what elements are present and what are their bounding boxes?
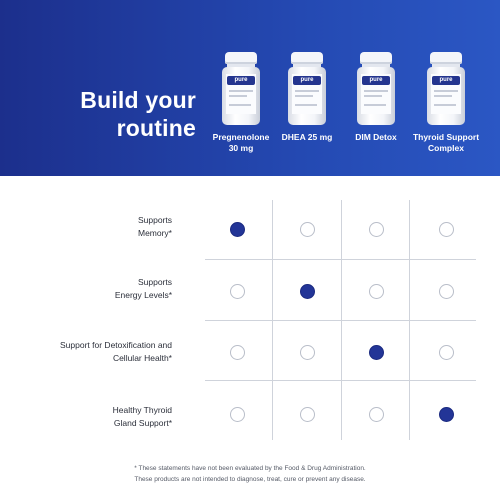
unselected-indicator — [230, 407, 245, 422]
unselected-indicator — [300, 222, 315, 237]
product-name: Thyroid Support Complex — [412, 132, 480, 153]
row-label-thyroid: Healthy Thyroid Gland Support* — [112, 405, 172, 428]
hero-title-line2: routine — [116, 115, 196, 141]
disclaimer-line2: These products are not intended to diagnose, treat, cure or prevent any disease. — [134, 476, 366, 483]
selected-indicator — [369, 345, 384, 360]
row-label-memory: Supports Memory* — [137, 215, 172, 238]
grid-divider — [205, 259, 476, 260]
bottle-image — [222, 52, 260, 126]
unselected-indicator — [230, 284, 245, 299]
unselected-indicator — [439, 222, 454, 237]
product-name: DIM Detox — [355, 132, 397, 142]
disclaimer-footnote — [0, 463, 500, 485]
brand-logo: pure — [293, 76, 321, 85]
bottle-image — [288, 52, 326, 126]
hero-title-line1: Build your — [80, 87, 196, 113]
row-label-energy: Supports Energy Levels* — [114, 277, 172, 300]
unselected-indicator — [439, 284, 454, 299]
selected-indicator — [230, 222, 245, 237]
row-label-detox: Support for Detoxification and Cellular Health* — [60, 340, 172, 363]
brand-logo: pure — [362, 76, 390, 85]
product-name: DHEA 25 mg — [281, 132, 333, 142]
unselected-indicator — [369, 222, 384, 237]
unselected-indicator — [439, 345, 454, 360]
hero-title — [56, 86, 196, 142]
hero-banner — [0, 0, 500, 176]
unselected-indicator — [369, 407, 384, 422]
bottle-image — [357, 52, 395, 126]
disclaimer-line1: * These statements have not been evaluated by the Food & Drug Administration. — [134, 465, 366, 472]
unselected-indicator — [369, 284, 384, 299]
comparison-grid — [205, 200, 476, 440]
grid-divider — [205, 380, 476, 381]
unselected-indicator — [300, 345, 315, 360]
bottle-image — [427, 52, 465, 126]
selected-indicator — [439, 407, 454, 422]
brand-logo: pure — [432, 76, 460, 85]
grid-divider — [205, 320, 476, 321]
product-name: Pregnenolone 30 mg — [212, 132, 270, 153]
product-thyroid-support[interactable] — [401, 52, 491, 154]
unselected-indicator — [300, 407, 315, 422]
unselected-indicator — [230, 345, 245, 360]
brand-logo: pure — [227, 76, 255, 85]
selected-indicator — [300, 284, 315, 299]
